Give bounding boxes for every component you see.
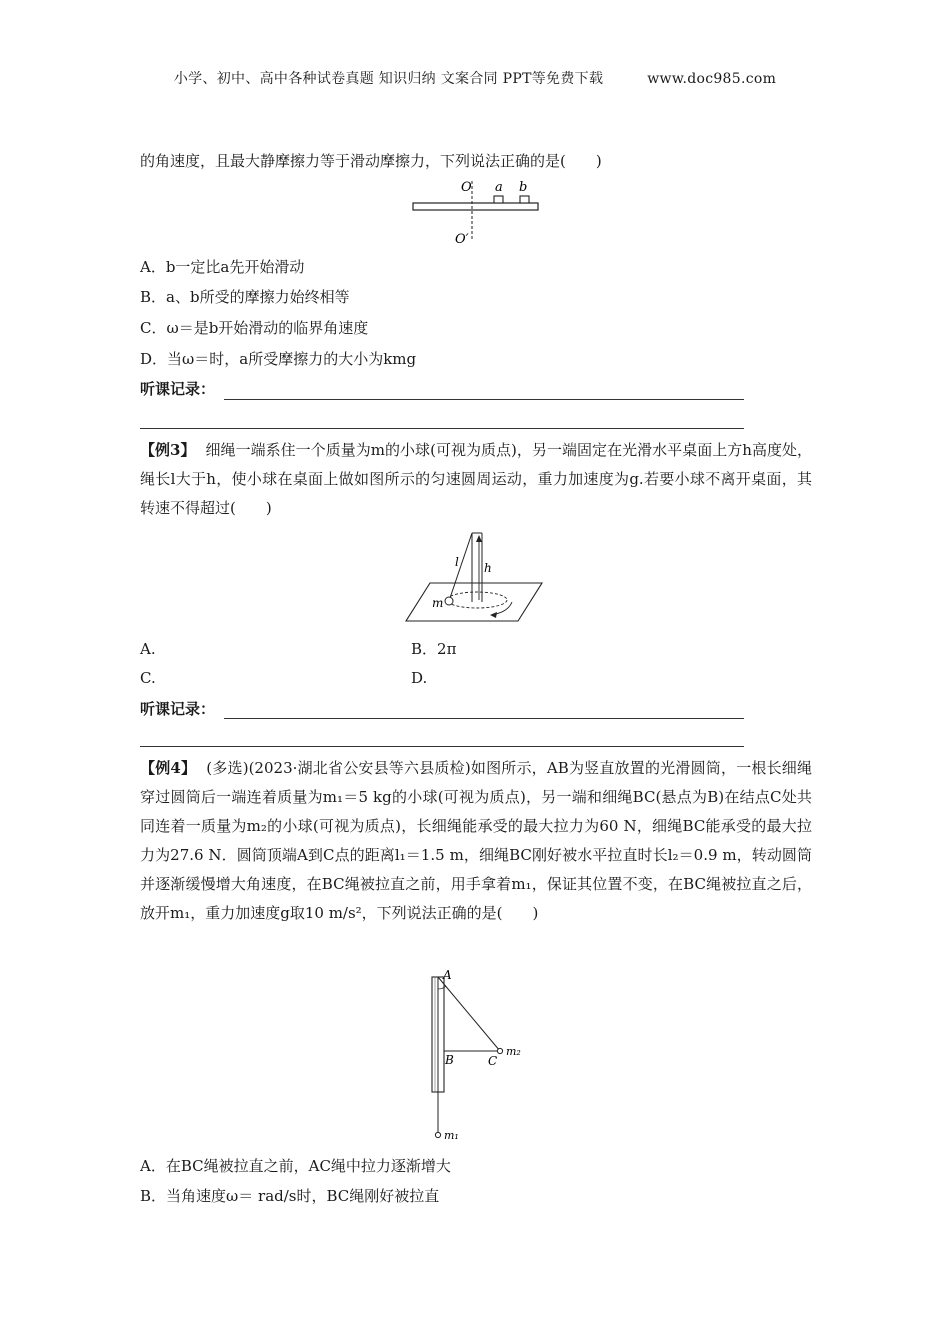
label-l: l — [455, 555, 459, 569]
ex3-option-d: D. — [411, 669, 428, 687]
ex2-option-a: A．b一定比a先开始滑动 — [140, 258, 305, 276]
label-m: m — [432, 596, 444, 610]
ex3-option-a: A. — [140, 640, 156, 658]
ex2-notes-label: 听课记录： — [140, 380, 216, 398]
block-b — [520, 196, 529, 203]
ex4-option-a: A．在BC绳被拉直之前，AC绳中拉力逐渐增大 — [140, 1157, 451, 1175]
block-a — [494, 196, 503, 203]
header-website[interactable]: www.doc985.com — [647, 71, 777, 87]
height-arrow-head — [476, 535, 482, 542]
ex3-question — [140, 436, 812, 523]
ex2-option-d: D．当ω＝时，a所受摩擦力的大小为kmg — [140, 350, 417, 368]
ex3-notes-line-2[interactable] — [140, 746, 744, 747]
ex2-notes-line-1[interactable] — [224, 399, 744, 400]
label-m1: m₁ — [444, 1129, 459, 1142]
ex4-option-b: B．当角速度ω＝ rad/s时，BC绳刚好被拉直 — [140, 1187, 440, 1205]
ex3-circular-motion-figure — [400, 528, 550, 628]
circular-path — [447, 592, 507, 608]
ex4-tag: 【例4】 — [140, 759, 197, 777]
turntable-disk — [413, 203, 538, 210]
label-a: A — [443, 968, 452, 982]
ex2-notes-line-2[interactable] — [140, 428, 744, 429]
ball-m — [445, 597, 453, 605]
ex4-question — [140, 754, 812, 928]
ex2-stem: 的角速度，且最大静摩擦力等于滑动摩擦力，下列说法正确的是( ) — [140, 152, 602, 170]
label-o-prime: O′ — [455, 232, 469, 247]
ball-m2 — [497, 1048, 502, 1053]
ex3-tag: 【例3】 — [140, 441, 196, 459]
ex3-option-c: C. — [140, 669, 156, 687]
label-h: h — [484, 561, 492, 575]
ex3-option-b: B．2π — [411, 640, 457, 658]
ex2-turntable-figure — [405, 175, 545, 247]
label-b: b — [519, 180, 528, 195]
label-c: C — [488, 1054, 498, 1068]
label-m2: m₂ — [506, 1045, 521, 1058]
ex2-option-b: B．a、b所受的摩擦力始终相等 — [140, 288, 350, 306]
ex3-notes-line-1[interactable] — [224, 718, 744, 719]
string-l — [450, 533, 472, 598]
header-left-text: 小学、初中、高中各种试卷真题 知识归纳 文案合同 PPT等免费下载 — [173, 71, 604, 87]
rotation-arrow-head — [490, 612, 497, 618]
ex2-option-c: C．ω＝是b开始滑动的临界角速度 — [140, 319, 369, 337]
ex4-stem: (多选)(2023·湖北省公安县等六县质检)如图所示，AB为竖直放置的光滑圆筒，一根长细绳穿过圆筒后一端连着质量为m₁＝5 kg的小球(可视为质点)，另一端和细绳BC(悬点为B)在结点C处共同连着一质量为m₂的小球(可视为质点)，长细绳能承受的最大拉力为60 N，细绳BC能承受的最大拉力为27.6 N．圆筒顶端A到C点的距离l₁＝1.5 m，细绳BC刚好被水平拉直时长l₂＝0.9 m，转动圆筒并逐渐缓慢增大角速度，在BC绳被拉直之前，用手拿着m₁，保证其位置不变，在BC绳被拉直之后，放开m₁，重力加速度g取10 m/s²，下列说法正确的是( ) — [140, 759, 813, 922]
string-ac — [438, 977, 500, 1051]
ex4-tube-figure — [418, 965, 543, 1145]
table-plane — [406, 583, 542, 621]
ex3-notes-label: 听课记录： — [140, 700, 216, 718]
label-b: B — [445, 1053, 454, 1067]
label-o: O — [461, 180, 472, 195]
label-a: a — [495, 180, 503, 195]
ex3-stem: 细绳一端系住一个质量为m的小球(可视为质点)，另一端固定在光滑水平桌面上方h高度处，绳长l大于h，使小球在桌面上做如图所示的匀速圆周运动，重力加速度为g.若要小球不离开桌面，其转速不得超过( ) — [140, 441, 813, 517]
ball-m1 — [435, 1132, 440, 1137]
page-header — [0, 68, 950, 88]
